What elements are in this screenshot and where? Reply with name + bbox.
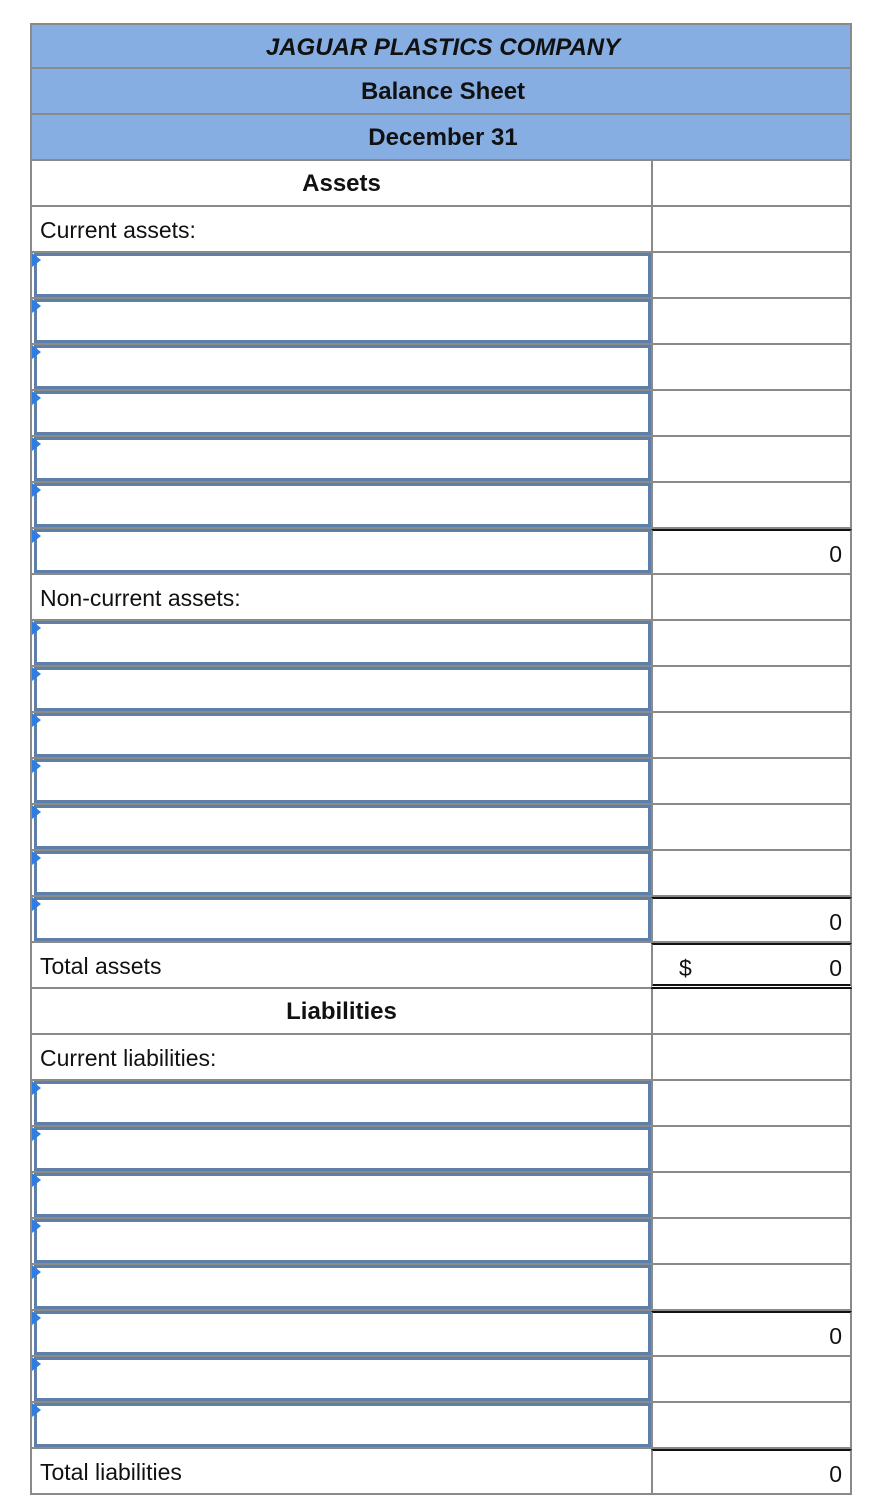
amount-input[interactable] — [651, 851, 852, 897]
account-select[interactable] — [34, 1127, 651, 1171]
amount-input[interactable] — [651, 621, 852, 667]
current-assets-label-row — [30, 207, 852, 253]
dropdown-indicator-icon — [32, 529, 41, 543]
amount-input[interactable] — [651, 1357, 852, 1403]
account-select[interactable] — [34, 897, 651, 941]
current-asset-row — [30, 391, 852, 437]
dropdown-indicator-icon — [32, 621, 41, 635]
account-select[interactable] — [34, 391, 651, 435]
account-select[interactable] — [34, 1311, 651, 1355]
liability-row — [30, 1403, 852, 1449]
current-assets-label: Current assets: — [40, 217, 196, 243]
balance-sheet-table — [30, 23, 852, 1495]
amount-input[interactable] — [651, 299, 852, 345]
statement-title: Balance Sheet — [360, 78, 526, 105]
total-assets-label: Total assets — [40, 953, 162, 979]
noncurrent-asset-row — [30, 713, 852, 759]
noncurrent-assets-subtotal: 0 — [829, 909, 842, 935]
account-select[interactable] — [34, 345, 651, 389]
noncurrent-asset-row — [30, 667, 852, 713]
amount-input[interactable] — [651, 1403, 852, 1449]
current-liabilities-label: Current liabilities: — [40, 1045, 217, 1071]
noncurrent-asset-row — [30, 759, 852, 805]
amount-input[interactable] — [651, 1219, 852, 1265]
current-assets-subtotal-row — [30, 529, 852, 575]
account-select[interactable] — [34, 1081, 651, 1125]
dropdown-indicator-icon — [32, 1127, 41, 1141]
dropdown-indicator-icon — [32, 1357, 41, 1371]
dropdown-indicator-icon — [32, 437, 41, 451]
noncurrent-asset-row — [30, 851, 852, 897]
amount-input[interactable] — [651, 1081, 852, 1127]
noncurrent-asset-row — [30, 805, 852, 851]
total-liabilities-label: Total liabilities — [40, 1459, 182, 1485]
account-select[interactable] — [34, 1403, 651, 1447]
current-liabilities-subtotal-row — [30, 1311, 852, 1357]
currency-symbol: $ — [679, 955, 692, 981]
noncurrent-assets-label-row — [30, 575, 852, 621]
dropdown-indicator-icon — [32, 1081, 41, 1095]
current-asset-row — [30, 483, 852, 529]
dropdown-indicator-icon — [32, 483, 41, 497]
current-liability-row — [30, 1081, 852, 1127]
liability-row — [30, 1357, 852, 1403]
current-liability-row — [30, 1173, 852, 1219]
current-liability-row — [30, 1265, 852, 1311]
amount-input[interactable] — [651, 345, 852, 391]
account-select[interactable] — [34, 437, 651, 481]
amount-input[interactable] — [651, 253, 852, 299]
current-asset-row — [30, 437, 852, 483]
current-asset-row — [30, 299, 852, 345]
dropdown-indicator-icon — [32, 299, 41, 313]
amount-input[interactable] — [651, 713, 852, 759]
dropdown-indicator-icon — [32, 345, 41, 359]
account-select[interactable] — [34, 253, 651, 297]
liabilities-heading-row — [30, 989, 852, 1035]
statement-title-row — [30, 69, 852, 115]
account-select[interactable] — [34, 713, 651, 757]
noncurrent-asset-row — [30, 621, 852, 667]
dropdown-indicator-icon — [32, 851, 41, 865]
dropdown-indicator-icon — [32, 1265, 41, 1279]
current-liability-row — [30, 1127, 852, 1173]
account-select[interactable] — [34, 851, 651, 895]
current-liabilities-label-row — [30, 1035, 852, 1081]
current-assets-subtotal: 0 — [829, 541, 842, 567]
dropdown-indicator-icon — [32, 759, 41, 773]
company-name-row — [30, 23, 852, 69]
statement-date-row — [30, 115, 852, 161]
account-select[interactable] — [34, 1173, 651, 1217]
account-select[interactable] — [34, 1219, 651, 1263]
total-assets-value: 0 — [829, 955, 842, 981]
amount-input[interactable] — [651, 1265, 852, 1311]
account-select[interactable] — [34, 1357, 651, 1401]
account-select[interactable] — [34, 299, 651, 343]
noncurrent-assets-subtotal-row — [30, 897, 852, 943]
current-asset-row — [30, 345, 852, 391]
account-select[interactable] — [34, 1265, 651, 1309]
statement-date: December 31 — [368, 124, 518, 151]
dropdown-indicator-icon — [32, 1311, 41, 1325]
account-select[interactable] — [34, 759, 651, 803]
account-select[interactable] — [34, 667, 651, 711]
dropdown-indicator-icon — [32, 1173, 41, 1187]
dropdown-indicator-icon — [32, 805, 41, 819]
account-select[interactable] — [34, 483, 651, 527]
account-select[interactable] — [34, 529, 651, 573]
noncurrent-assets-label: Non-current assets: — [40, 585, 241, 611]
total-liabilities-row — [30, 1449, 852, 1495]
amount-input[interactable] — [651, 805, 852, 851]
current-asset-row — [30, 253, 852, 299]
total-assets-row — [30, 943, 852, 989]
amount-input[interactable] — [651, 483, 852, 529]
amount-input[interactable] — [651, 1127, 852, 1173]
company-name: JAGUAR PLASTICS COMPANY — [265, 34, 621, 61]
dropdown-indicator-icon — [32, 391, 41, 405]
amount-input[interactable] — [651, 1173, 852, 1219]
dropdown-indicator-icon — [32, 713, 41, 727]
amount-input[interactable] — [651, 437, 852, 483]
assets-heading: Assets — [302, 170, 381, 197]
amount-input[interactable] — [651, 759, 852, 805]
total-liabilities-value: 0 — [829, 1461, 842, 1487]
account-select[interactable] — [34, 805, 651, 849]
dropdown-indicator-icon — [32, 897, 41, 911]
account-select[interactable] — [34, 621, 651, 665]
dropdown-indicator-icon — [32, 1403, 41, 1417]
dropdown-indicator-icon — [32, 253, 41, 267]
dropdown-indicator-icon — [32, 667, 41, 681]
current-liabilities-subtotal: 0 — [829, 1323, 842, 1349]
liabilities-heading: Liabilities — [286, 998, 397, 1025]
dropdown-indicator-icon — [32, 1219, 41, 1233]
amount-input[interactable] — [651, 391, 852, 437]
amount-input[interactable] — [651, 667, 852, 713]
current-liability-row — [30, 1219, 852, 1265]
assets-heading-row — [30, 161, 852, 207]
